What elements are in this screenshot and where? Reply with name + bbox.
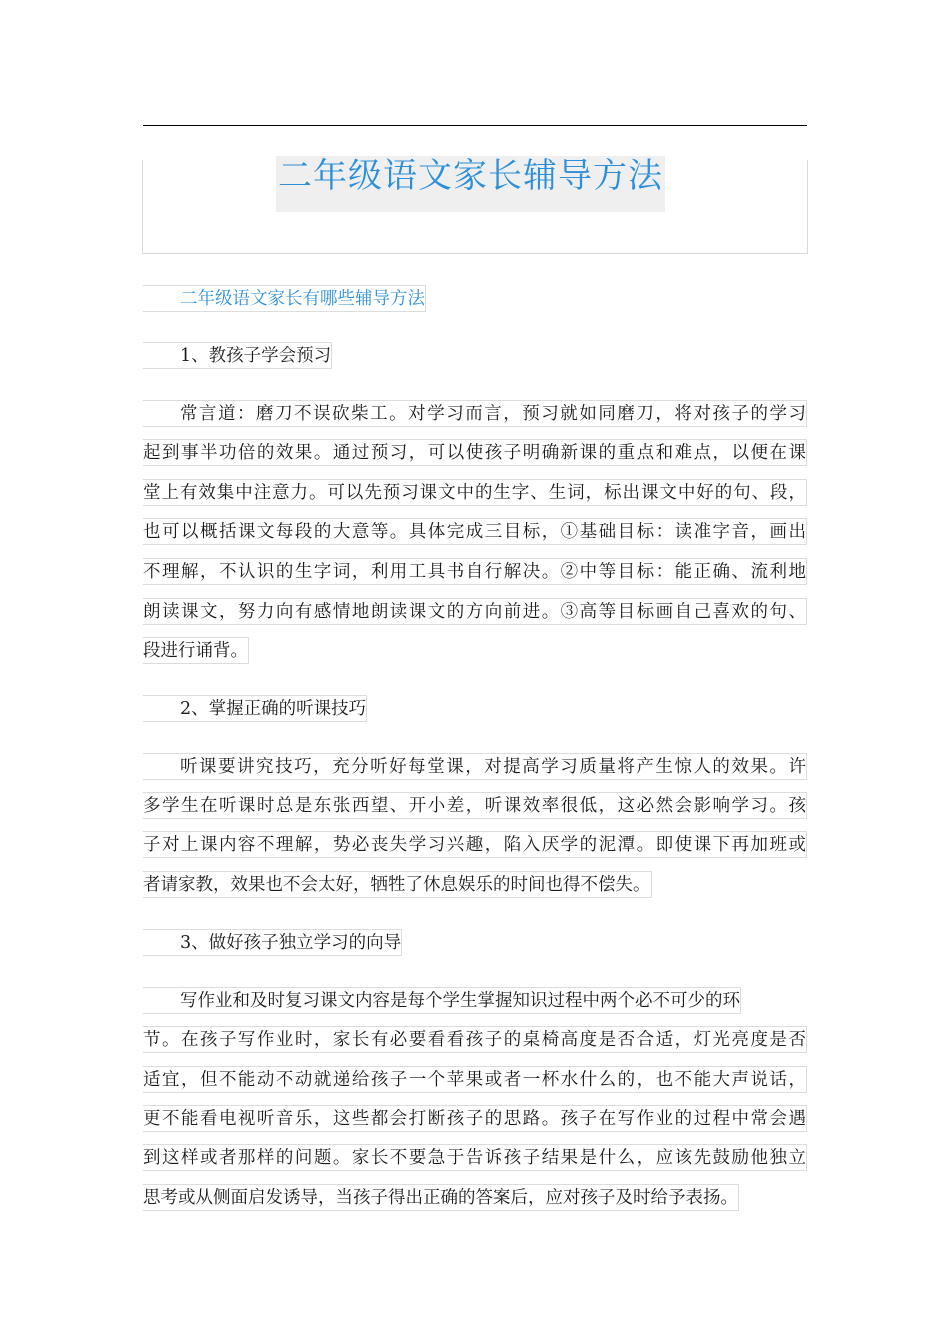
paragraph-line: 到这样或者那样的问题。家长不要急于告诉孩子结果是什么，应该先鼓励他独立 (143, 1144, 807, 1171)
paragraph-line: 子对上课内容不理解，势必丧失学习兴趣，陷入厌学的泥潭。即使课下再加班或 (143, 831, 807, 858)
paragraph-line: 听课要讲究技巧，充分听好每堂课，对提高学习质量将产生惊人的效果。许 (143, 753, 807, 780)
paragraph-line: 适宜，但不能动不动就递给孩子一个苹果或者一杯水什么的，也不能大声说话， (143, 1066, 807, 1093)
section-heading-2: 2、掌握正确的听课技巧 (143, 695, 367, 722)
header-rule (143, 125, 807, 126)
paragraph-line: 堂上有效集中注意力。可以先预习课文中的生字、生词，标出课文中好的句、段， (143, 479, 807, 506)
paragraph-line: 起到事半功倍的效果。通过预习，可以使孩子明确新课的重点和难点，以便在课 (143, 439, 807, 466)
paragraph-line: 不理解，不认识的生字词，利用工具书自行解决。②中等目标：能正确、流利地 (143, 558, 807, 585)
paragraph-line: 节。在孩子写作业时，家长有必要看看孩子的桌椅高度是否合适，灯光亮度是否 (143, 1026, 807, 1053)
paragraph-line: 思考或从侧面启发诱导，当孩子得出正确的答案后，应对孩子及时给予表扬。 (143, 1184, 739, 1211)
section-heading-3: 3、做好孩子独立学习的向导 (143, 929, 402, 956)
paragraph-line: 段进行诵背。 (143, 637, 249, 664)
paragraph-line: 多学生在听课时总是东张西望、开小差，听课效率很低，这必然会影响学习。孩 (143, 792, 807, 819)
paragraph-line: 者请家教，效果也不会太好，牺牲了休息娱乐的时间也得不偿失。 (143, 871, 652, 898)
paragraph-line: 更不能看电视听音乐，这些都会打断孩子的思路。孩子在写作业的过程中常会遇 (143, 1105, 807, 1132)
paragraph-line: 朗读课文，努力向有感情地朗读课文的方向前进。③高等目标画自己喜欢的句、 (143, 598, 807, 625)
paragraph-line: 也可以概括课文每段的大意等。具体完成三目标，①基础目标：读准字音，画出 (143, 518, 807, 545)
document-title: 二年级语文家长辅导方法 (276, 156, 665, 212)
paragraph-line: 常言道：磨刀不误砍柴工。对学习而言，预习就如同磨刀，将对孩子的学习 (143, 400, 807, 427)
document-subtitle: 二年级语文家长有哪些辅导方法 (143, 285, 426, 312)
paragraph-line: 写作业和及时复习课文内容是每个学生掌握知识过程中两个必不可少的环 (143, 987, 741, 1014)
section-heading-1: 1、教孩子学会预习 (143, 342, 332, 369)
